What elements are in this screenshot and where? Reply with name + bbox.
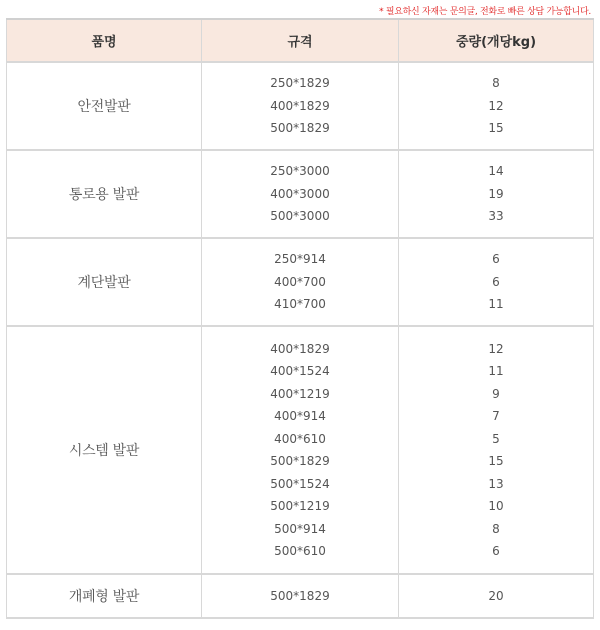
weight-value: 19	[488, 186, 504, 201]
product-name: 개폐형 발판	[7, 574, 202, 618]
weight-value: 12	[488, 341, 504, 356]
spec-value: 400*1829	[270, 98, 330, 113]
spec-value: 500*914	[274, 521, 326, 536]
table-header-row	[7, 19, 594, 62]
weight-value: 20	[488, 588, 504, 603]
weight-value: 11	[488, 364, 504, 378]
product-name: 시스템 발판	[7, 326, 202, 574]
product-name: 계단발판	[7, 238, 202, 326]
weight-value: 8	[492, 521, 500, 536]
spec-cell	[202, 238, 399, 326]
spec-value: 250*914	[274, 252, 326, 267]
spec-cell	[202, 62, 399, 150]
spec-value: 250*1829	[270, 76, 330, 91]
product-name: 통로용 발판	[7, 150, 202, 238]
spec-value: 500*1829	[270, 121, 330, 136]
weight-value: 6	[492, 252, 500, 267]
spec-value: 500*610	[274, 544, 326, 558]
table-row	[7, 238, 594, 326]
header-weight: 중량(개당kg)	[399, 19, 594, 62]
weight-value: 15	[488, 454, 504, 468]
weight-value: 6	[492, 274, 500, 289]
weight-cell	[399, 238, 594, 326]
spec-value: 500*1829	[270, 588, 330, 603]
weight-value: 13	[488, 476, 504, 491]
weight-value: 10	[488, 499, 504, 513]
weight-value: 9	[492, 386, 500, 401]
notice-text: * 필요하신 자재는 문의글, 전화로 빠른 상담 가능합니다.	[379, 7, 591, 17]
weight-value: 12	[488, 98, 504, 113]
spec-cell	[202, 150, 399, 238]
header-spec: 규격	[202, 19, 399, 62]
spec-value: 500*1524	[270, 476, 330, 491]
spec-value: 410*700	[274, 297, 326, 312]
spec-value: 400*610	[274, 431, 326, 446]
weight-value: 7	[492, 409, 500, 423]
spec-value: 400*1219	[270, 386, 330, 401]
spec-value: 400*1829	[270, 341, 330, 356]
spec-value: 500*1219	[270, 499, 330, 513]
spec-value: 400*1524	[270, 364, 330, 378]
spec-cell	[202, 574, 399, 618]
table-row	[7, 326, 594, 574]
weight-value: 11	[488, 297, 504, 312]
weight-value: 33	[488, 209, 504, 224]
header-name: 품명	[7, 19, 202, 62]
table-row	[7, 150, 594, 238]
weight-value: 8	[492, 76, 500, 91]
spec-value: 400*914	[274, 409, 326, 423]
spec-value: 400*3000	[270, 186, 330, 201]
weight-cell	[399, 150, 594, 238]
weight-cell	[399, 62, 594, 150]
weight-value: 6	[492, 544, 500, 558]
table-row	[7, 62, 594, 150]
spec-value: 400*700	[274, 274, 326, 289]
weight-value: 15	[488, 121, 504, 136]
weight-value: 14	[488, 164, 504, 179]
weight-cell	[399, 574, 594, 618]
spec-table	[6, 18, 594, 619]
spec-value: 500*3000	[270, 209, 330, 224]
weight-value: 5	[492, 431, 500, 446]
spec-value: 250*3000	[270, 164, 330, 179]
spec-value: 500*1829	[270, 454, 330, 468]
table-row	[7, 574, 594, 618]
product-name: 안전발판	[7, 62, 202, 150]
weight-cell	[399, 326, 594, 574]
spec-cell	[202, 326, 399, 574]
